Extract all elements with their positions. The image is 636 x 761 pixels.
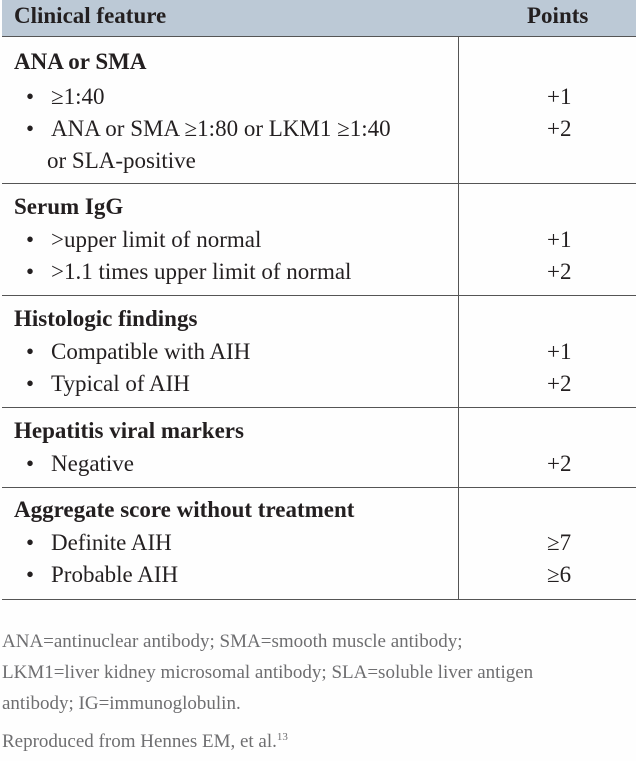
row-points: +2: [547, 451, 572, 476]
row-points: +2: [547, 116, 572, 141]
row-points: +1: [547, 84, 572, 109]
section-histologic-findings: [2, 296, 636, 408]
row-label: Typical of AIH: [51, 371, 190, 396]
footnote-line: ANA=antinuclear antibody; SMA=smooth muscle antibody;: [2, 631, 463, 652]
footnote-line: LKM1=liver kidney microsomal antibody; SLA=soluble liver antigen: [2, 662, 534, 683]
scoring-table: [2, 0, 636, 600]
row-points: +2: [547, 371, 572, 396]
section-title: Serum IgG: [14, 194, 124, 219]
bullet: •: [26, 116, 35, 141]
source-text: Reproduced from Hennes EM, et al.: [2, 731, 277, 752]
section-title: Hepatitis viral markers: [14, 418, 244, 443]
row-label: >upper limit of normal: [51, 227, 262, 252]
bullet: •: [26, 259, 35, 284]
row-label: >1.1 times upper limit of normal: [51, 259, 352, 284]
row-label-continuation: or SLA-positive: [47, 148, 196, 173]
section-hepatitis-viral-markers: [2, 408, 636, 488]
bullet: •: [26, 371, 35, 396]
bullet: •: [26, 562, 35, 587]
row-points: ≥7: [547, 530, 572, 555]
reference-number: 13: [276, 731, 288, 743]
section-ana-sma: [2, 37, 636, 184]
table-header: [2, 0, 636, 37]
row-points: ≥6: [547, 562, 572, 587]
section-title: Aggregate score without treatment: [14, 497, 355, 522]
bullet: •: [26, 530, 35, 555]
row-label: ANA or SMA ≥1:80 or LKM1 ≥1:40: [51, 116, 391, 141]
bullet: •: [26, 339, 35, 364]
row-label: Definite AIH: [51, 530, 172, 555]
section-title: ANA or SMA: [14, 49, 147, 74]
row-points: +2: [547, 259, 572, 284]
header-points: Points: [527, 3, 589, 28]
section-aggregate-score: [2, 488, 636, 599]
row-points: +1: [547, 339, 572, 364]
row-label: ≥1:40: [51, 84, 105, 109]
row-points: +1: [547, 227, 572, 252]
bullet: •: [26, 84, 35, 109]
abbreviations-footnote: [2, 626, 636, 719]
row-label: Probable AIH: [51, 562, 179, 587]
header-clinical-feature: Clinical feature: [14, 3, 167, 28]
source-citation: [2, 731, 288, 753]
bullet: •: [26, 451, 35, 476]
footnote-line: antibody; IG=immunoglobulin.: [2, 693, 241, 714]
row-label: Negative: [51, 451, 135, 476]
bullet: •: [26, 227, 35, 252]
section-title: Histologic findings: [14, 306, 198, 331]
section-serum-igg: [2, 184, 636, 296]
row-label: Compatible with AIH: [51, 339, 251, 364]
